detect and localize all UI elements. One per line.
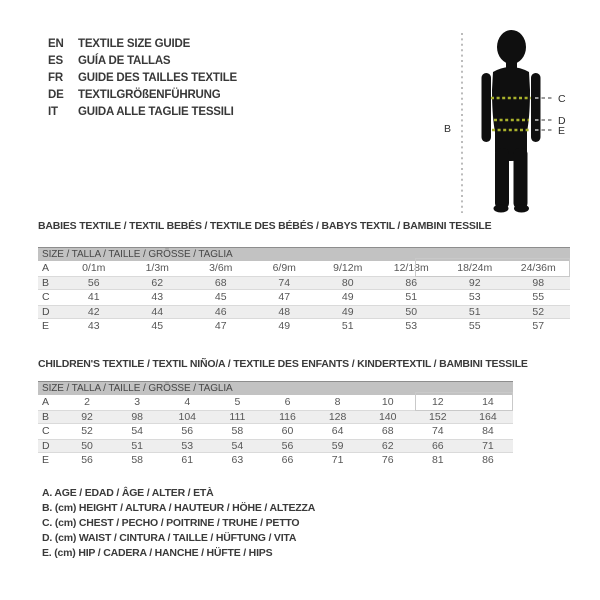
table-cell: 57 [532, 320, 545, 333]
table-cell: 6/9m [272, 262, 296, 275]
language-title: GUÍA DE TALLAS [78, 54, 171, 67]
table-cell: 86 [482, 454, 494, 467]
table-cell: 43 [87, 320, 100, 333]
chest-label: C [558, 93, 566, 105]
row-letter: C [42, 425, 50, 438]
table-cell: 48 [278, 305, 291, 318]
table-cell: 18/24m [457, 262, 493, 275]
table-row-d [38, 305, 570, 320]
table-cell: 51 [468, 305, 481, 318]
table-cell: 49 [341, 291, 354, 304]
table-cell: 92 [81, 410, 93, 423]
table-cell: 80 [341, 276, 354, 289]
table-cell: 59 [331, 439, 344, 452]
table-cell: 42 [87, 305, 100, 318]
table-cell: 46 [214, 305, 227, 318]
table-cell: 50 [81, 439, 93, 452]
table-cell: 98 [532, 276, 545, 289]
table-cell: 62 [381, 439, 394, 452]
language-row [48, 52, 237, 69]
size-figure [435, 20, 595, 220]
table-cell: 63 [231, 454, 244, 467]
legend-line: D. (cm) WAIST / CINTURA / TAILLE / HÜFTUNG / VITA [42, 532, 297, 544]
table-cell: 45 [151, 320, 164, 333]
table-cell: 140 [378, 410, 397, 423]
row-letter: B [42, 410, 50, 423]
table-cell: 53 [468, 291, 481, 304]
table-cell: 9/12m [333, 262, 363, 275]
table-cell: 60 [281, 425, 294, 438]
table-cell: 8 [334, 396, 341, 409]
table-cell: 66 [281, 454, 294, 467]
table-cell: 51 [405, 291, 418, 304]
legend-line: C. (cm) CHEST / PECHO / POITRINE / TRUHE / PETTO [42, 517, 300, 529]
children-size-table [38, 381, 513, 468]
table-row-b [38, 410, 513, 425]
table-cell: 64 [331, 425, 344, 438]
table-cell: 47 [278, 291, 291, 304]
table-cell: 5 [234, 396, 241, 409]
table-cell: 55 [532, 291, 545, 304]
language-row [48, 86, 237, 103]
table-cell: 111 [229, 410, 246, 423]
size-figure-svg [435, 20, 595, 220]
babies-size-table [38, 247, 570, 334]
table-cell: 74 [278, 276, 291, 289]
babies-section-title: BABIES TEXTILE / TEXTIL BEBÉS / TEXTILE DES BÉBÉS / BABYS TEXTIL / BAMBINI TESSILE [38, 220, 492, 232]
language-code: FR [48, 71, 63, 84]
table-row-e [38, 319, 570, 334]
table-cell: 56 [87, 276, 100, 289]
table-cell: 55 [468, 320, 481, 333]
table-cell: 45 [214, 291, 227, 304]
height-label: B [444, 123, 452, 135]
size-header-bar: SIZE / TALLA / TAILLE / GRÖSSE / TAGLIA [38, 247, 570, 261]
table-row-c [38, 290, 570, 305]
language-title: TEXTILE SIZE GUIDE [78, 37, 191, 50]
table-cell: 76 [381, 454, 394, 467]
table-cell: 86 [405, 276, 418, 289]
table-cell: 12/18m [393, 262, 429, 275]
table-cell: 2 [84, 396, 90, 409]
table-cell: 47 [214, 320, 227, 333]
table-row-c [38, 424, 513, 439]
table-cell: 61 [181, 454, 194, 467]
table-cell: 3 [134, 396, 141, 409]
row-letter: A [42, 396, 50, 409]
table-cell: 51 [131, 439, 143, 452]
row-letter: B [42, 276, 50, 289]
table-cell: 54 [231, 439, 244, 452]
table-cell: 116 [279, 410, 296, 423]
table-cell: 3/6m [209, 262, 233, 275]
language-row [48, 35, 237, 52]
waist-label: D [558, 115, 566, 127]
row-letter: D [42, 305, 50, 318]
table-cell: 24/36m [520, 262, 556, 275]
table-cell: 58 [131, 454, 143, 467]
language-code: ES [48, 54, 63, 67]
table-cell: 53 [405, 320, 418, 333]
table-cell: 71 [482, 439, 494, 452]
table-cell: 52 [81, 425, 93, 438]
children-section-title: CHILDREN'S TEXTILE / TEXTIL NIÑO/A / TEXTILE DES ENFANTS / KINDERTEXTIL / BAMBINI TESSILE [38, 358, 528, 370]
table-cell: 49 [341, 305, 354, 318]
table-cell: 41 [87, 291, 100, 304]
table-cell: 12 [431, 396, 444, 409]
measurement-legend [42, 486, 315, 561]
language-code: DE [48, 88, 64, 101]
row-letter: D [42, 439, 50, 452]
table-cell: 164 [479, 410, 497, 423]
table-cell: 44 [151, 305, 164, 318]
table-cell: 56 [281, 439, 294, 452]
table-cell: 84 [482, 425, 494, 438]
language-code: EN [48, 37, 64, 50]
table-cell: 71 [331, 454, 344, 467]
table-cell: 0/1m [82, 262, 106, 275]
language-list [48, 35, 237, 120]
language-code: IT [48, 105, 58, 118]
hip-label: E [558, 125, 566, 137]
table-cell: 50 [405, 305, 418, 318]
row-letter: C [42, 291, 50, 304]
table-cell: 152 [429, 410, 447, 423]
row-letter: E [42, 320, 50, 333]
table-cell: 54 [131, 425, 143, 438]
table-cell: 1/3m [145, 262, 169, 275]
table-cell: 49 [278, 320, 291, 333]
language-title: TEXTILGRÖßENFÜHRUNG [78, 88, 221, 101]
table-cell: 92 [468, 276, 481, 289]
table-cell: 62 [151, 276, 164, 289]
table-cell: 4 [184, 396, 191, 409]
table-cell: 53 [181, 439, 194, 452]
table-cell: 104 [178, 410, 197, 423]
table-cell: 98 [131, 410, 143, 423]
table-cell: 52 [532, 305, 545, 318]
table-cell: 10 [381, 396, 394, 409]
table-cell: 56 [181, 425, 194, 438]
legend-line: B. (cm) HEIGHT / ALTURA / HAUTEUR / HÖHE / ALTEZZA [42, 502, 316, 514]
table-row-d [38, 439, 513, 454]
language-row [48, 103, 237, 120]
table-cell: 66 [431, 439, 444, 452]
table-cell: 43 [151, 291, 164, 304]
table-cell: 68 [214, 276, 227, 289]
table-cell: 14 [482, 396, 494, 409]
size-header-bar: SIZE / TALLA / TAILLE / GRÖSSE / TAGLIA [38, 381, 513, 395]
table-row-a [38, 395, 513, 410]
table-row-a [38, 261, 570, 276]
table-row-e [38, 453, 513, 468]
table-cell: 6 [284, 396, 291, 409]
legend-line: E. (cm) HIP / CADERA / HANCHE / HÜFTE / HIPS [42, 547, 273, 559]
table-cell: 51 [341, 320, 354, 333]
language-row [48, 69, 237, 86]
table-cell: 74 [431, 425, 444, 438]
table-cell: 58 [231, 425, 244, 438]
table-cell: 81 [431, 454, 444, 467]
table-row-b [38, 276, 570, 291]
row-letter: E [42, 454, 50, 467]
row-letter: A [42, 262, 50, 275]
table-cell: 56 [81, 454, 93, 467]
language-title: GUIDA ALLE TAGLIE TESSILI [78, 105, 234, 118]
table-cell: 128 [328, 410, 347, 423]
table-cell: 68 [381, 425, 394, 438]
language-title: GUIDE DES TAILLES TEXTILE [78, 71, 237, 84]
legend-line: A. AGE / EDAD / ÂGE / ALTER / ETÀ [42, 487, 214, 499]
